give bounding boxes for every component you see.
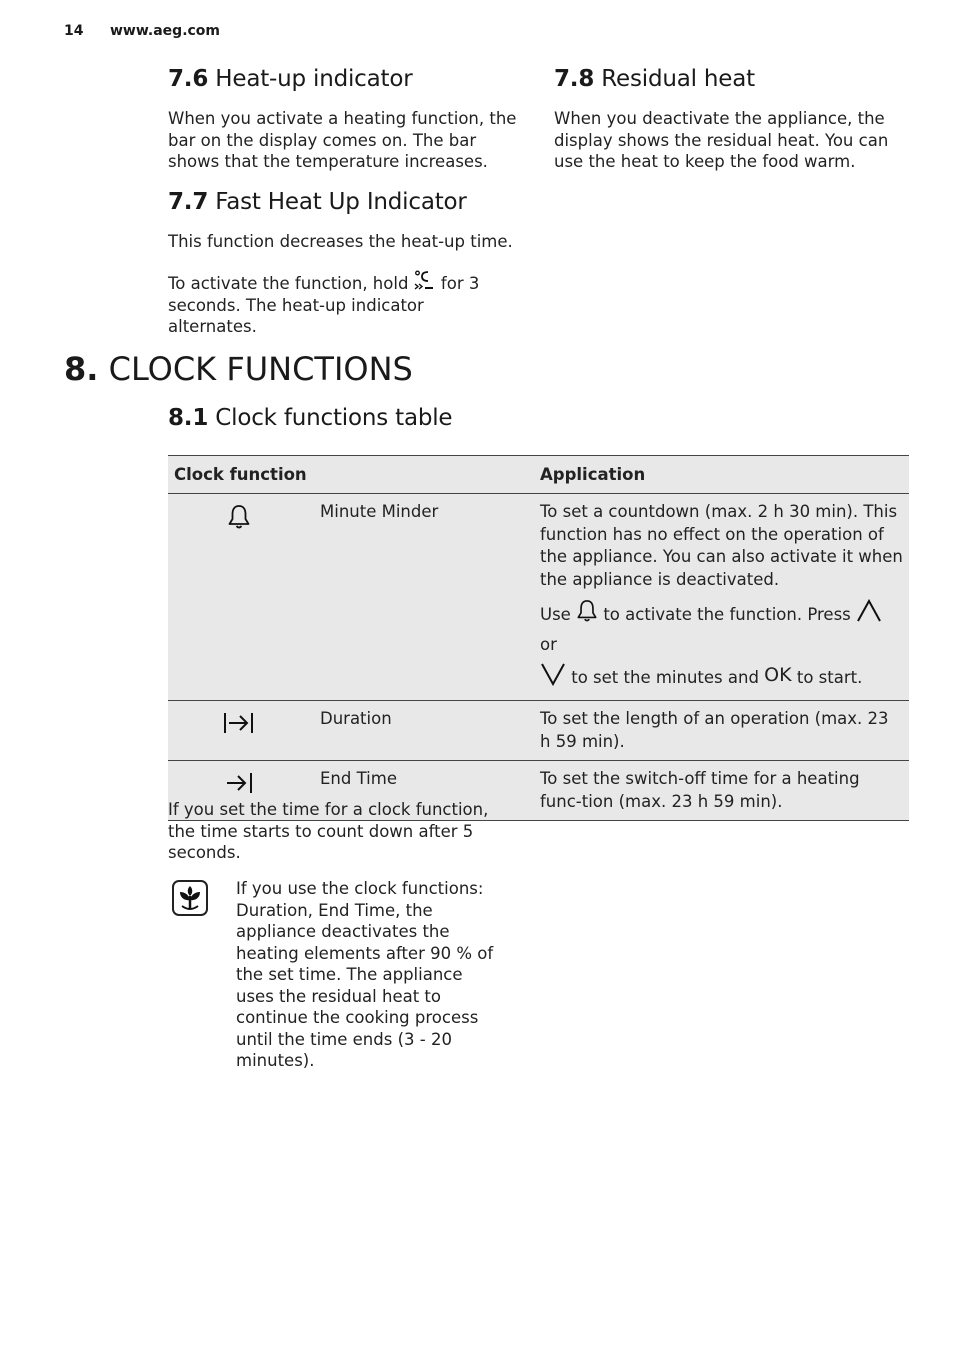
heat-up-indicator-text: When you activate a heating function, the bar on the display comes on. The bar shows that the temperature increases. [168,109,517,171]
usage-part: or [540,635,557,654]
application-text: To set a countdown (max. 2 h 30 min). This function has no effect on the operation of the appliance. You can also activate it when the appliance is deactivated. [540,502,903,589]
fast-heat-up-text-1: This function decreases the heat-up time. [168,232,513,251]
function-application: To set the length of an operation (max. 23 h 59 min). [534,701,909,761]
fast-heat-up-after: for 3 seconds. The heat-up indicator alternates. [168,274,480,336]
ok-icon: OK [764,664,792,686]
header-clock-function: Clock function [168,456,534,494]
eco-leaf-icon [172,880,208,916]
residual-heat-text: When you deactivate the appliance, the display shows the residual heat. You can use the heat to keep the food warm. [554,109,889,171]
duration-icon [223,711,255,735]
chapter-number: 8. [64,350,99,388]
table-row [168,494,909,701]
fast-heat-up-before: To activate the function, hold [168,274,409,293]
usage-text [540,599,903,693]
heading-7-6 [168,66,412,92]
fast-heat-up-icon [414,270,436,292]
section-title: Residual heat [601,66,755,92]
table-header-row [168,456,909,494]
section-number: 8.1 [168,405,209,431]
section-number: 7.6 [168,66,209,92]
heading-7-8 [554,66,755,92]
function-name: Minute Minder [310,494,534,701]
section-number: 7.7 [168,189,209,215]
heading-7-7 [168,189,467,215]
function-application [534,494,909,701]
fast-heat-up-text-2 [168,270,508,338]
bell-icon [576,599,598,623]
table-row [168,701,909,761]
after-table-text: If you set the time for a clock function, the time starts to count down after 5 seconds. [168,800,489,862]
function-name: End Time [310,761,534,821]
website-url: www.aeg.com [110,23,221,39]
function-application: To set the switch-off time for a heating func-tion (max. 23 h 59 min). [534,761,909,821]
usage-part: Use [540,605,571,624]
section-title: Fast Heat Up Indicator [215,189,467,215]
usage-part: to start. [796,668,863,687]
up-arrow-icon [856,599,882,623]
function-name: Duration [310,701,534,761]
bell-icon [227,504,251,530]
note-text: If you use the clock functions: Duration, End Time, the appliance deactivates the heating elements after 90 % of the set time. The appliance uses the residual heat to continue the cooking process until the time ends (3 - 20 minutes). [236,879,494,1070]
heading-8-1 [168,405,452,431]
clock-functions-table [168,455,909,821]
end-time-icon [223,771,255,795]
chapter-title: CLOCK FUNCTIONS [108,350,413,388]
page-number: 14 [64,23,84,39]
section-number: 7.8 [554,66,595,92]
section-title: Clock functions table [215,405,453,431]
section-title: Heat-up indicator [215,66,413,92]
chapter-heading [64,350,413,388]
usage-part: to set the minutes and [571,668,759,687]
down-arrow-icon [540,662,566,686]
header-application: Application [534,456,909,494]
usage-part: to activate the function. Press [603,605,851,624]
